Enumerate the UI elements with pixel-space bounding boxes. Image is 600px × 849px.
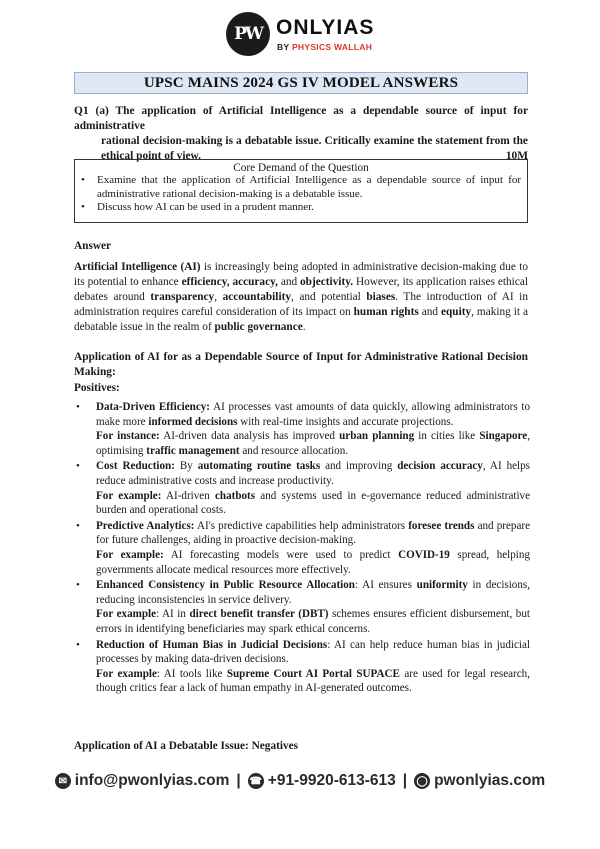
- list-item: • Discuss how AI can be used in a prudent manner.: [75, 201, 521, 215]
- pw-logo-icon: PW: [226, 12, 270, 56]
- example-text: For example: AI tools like Supreme Court AI Portal SUPACE are used for legal research, though critics fear a lack of human empathy in AI-generated outcomes.: [96, 667, 530, 695]
- list-item: • Cost Reduction: By automating routine tasks and improving decision accuracy, AI helps reduce administrative costs and increase productivity. For example: AI-driven chatbots and systems used in e-governance reduced administrative burden and operational costs.: [74, 459, 530, 517]
- footer-email[interactable]: info@pwonlyias.com: [74, 772, 230, 789]
- example-text: For example: AI in direct benefit transfer (DBT) schemes ensures efficient disbursement, but errors in identifying beneficiaries may spark ethical concerns.: [96, 608, 530, 635]
- list-item: • Data-Driven Efficiency: AI processes vast amounts of data quickly, allowing administrators to make more informed decisions with real-time insights and accurate projections. For instance: AI-driven data analysis has improved urban planning in cities like Singapore, optimising traffic management and resource allocation.: [74, 400, 530, 458]
- list-item: • Predictive Analytics: AI's predictive capabilities help administrators foresee trends and prepare for future challenges, aiding in proactive decision-making. For example: AI forecasting models were used to predict COVID-19 spread, helping governments allocate medical resources more effectively.: [74, 519, 530, 577]
- question-lead: Q1 (a) The application of Artificial Intelligence as a dependable source of input for administrative: [74, 105, 528, 132]
- section-heading: Application of AI for as a Dependable Source of Input for Administrative Rational Decision Making:: [74, 351, 528, 378]
- footer-separator: |: [402, 772, 408, 789]
- core-demand-box: [74, 159, 528, 223]
- list-item: • Reduction of Human Bias in Judicial Decisions: AI can help reduce human bias in judicial processes by making data-driven decisions. For example: AI tools like Supreme Court AI Portal SUPACE are used for legal research, though critics fear a lack of human empathy in AI-generated outcomes.: [74, 638, 530, 696]
- footer-contact-bar: [0, 766, 600, 796]
- negatives-heading: Application of AI a Debatable Issue: Negatives: [74, 740, 299, 752]
- page-title: UPSC MAINS 2024 GS IV MODEL ANSWERS: [143, 74, 459, 91]
- core-demand-list: [75, 174, 527, 215]
- positives-label: Positives:: [74, 382, 120, 394]
- question-text: [74, 104, 528, 164]
- brand-logo: [226, 10, 386, 60]
- footer-phone[interactable]: +91-9920-613-613: [267, 772, 396, 789]
- question-rest: rational decision-making is a debatable issue. Critically examine the statement from the ethical point of view.: [101, 135, 528, 162]
- example-text: For example: AI forecasting models were used to predict COVID-19 spread, helping governments allocate medical resources more effectively.: [96, 548, 530, 576]
- brand-name: ONLYIAS: [276, 16, 375, 39]
- core-demand-title: Core Demand of the Question: [233, 162, 369, 174]
- footer-website[interactable]: pwonlyias.com: [434, 772, 546, 789]
- globe-icon: ◯: [414, 773, 430, 789]
- email-icon: ✉: [55, 773, 71, 789]
- answer-label: Answer: [74, 240, 112, 252]
- positives-list: [74, 400, 530, 697]
- intro-paragraph: Artificial Intelligence (AI) is increasingly being adopted in administrative decision-making due to its potential to enhance efficiency, accuracy, and objectivity. However, its application raises ethical debates around transparency, accountability, and potential biases. The introduction of AI in administration requires careful consideration of its impact on human rights and equity, making it a debatable issue in the realm of public governance.: [74, 261, 528, 333]
- example-text: For instance: AI-driven data analysis has improved urban planning in cities like Singapore, optimising traffic management and resource allocation.: [96, 430, 530, 457]
- example-text: For example: AI-driven chatbots and systems used in e-governance reduced administrative burden and operational costs.: [96, 489, 531, 517]
- question-marks: 10M: [505, 150, 528, 162]
- page-title-bar: [74, 72, 528, 94]
- list-item: • Enhanced Consistency in Public Resource Allocation: AI ensures uniformity in decisions, reducing inconsistencies in service delivery. For example: AI in direct benefit transfer (DBT) schemes ensures efficient disbursement, but errors in identifying beneficiaries may spark ethical concerns.: [74, 578, 530, 636]
- phone-icon: ☎: [248, 773, 264, 789]
- brand-subtitle: BY PHYSICS WALLAH: [277, 42, 373, 52]
- footer-separator: |: [236, 772, 241, 789]
- list-item: • Examine that the application of Artificial Intelligence as a dependable source of input for administrative rational decision-making is a debatable issue.: [75, 174, 521, 201]
